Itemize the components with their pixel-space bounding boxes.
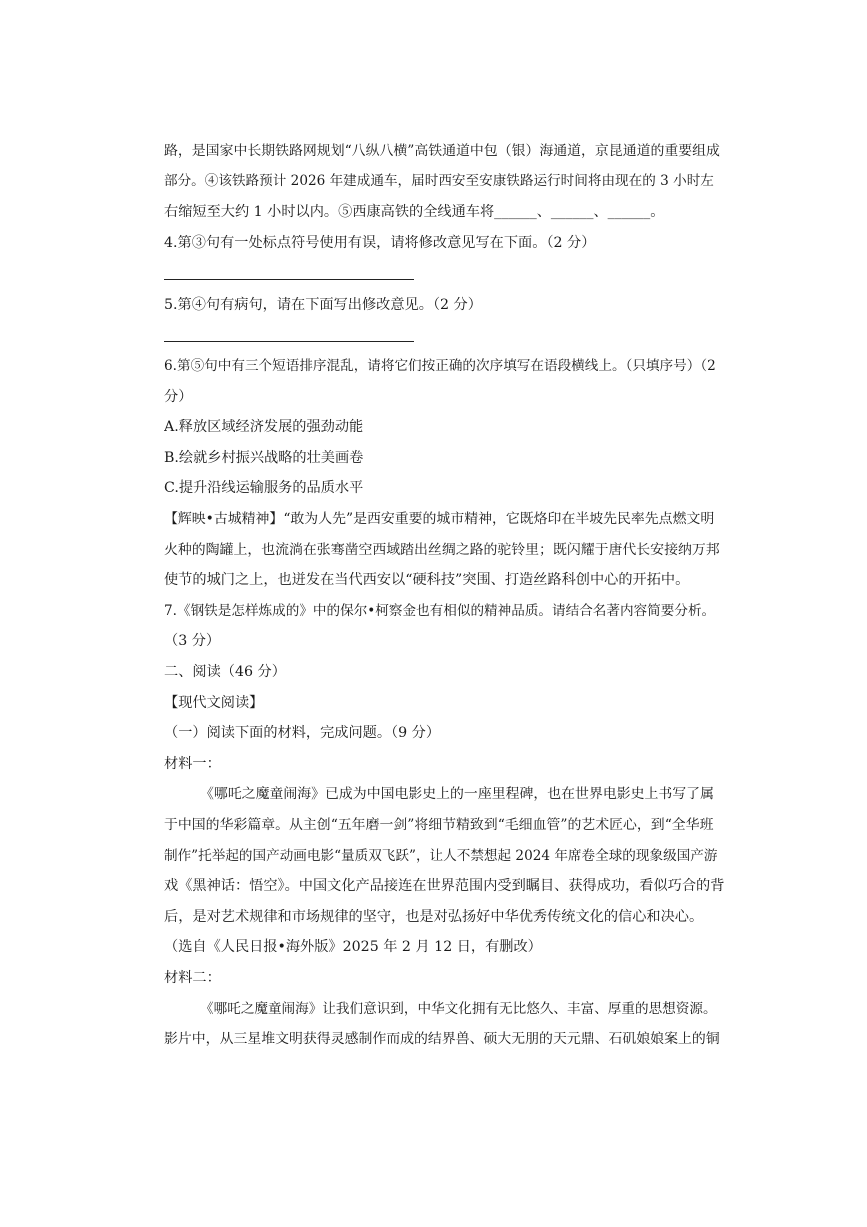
section-heading: 二、阅读（46 分） — [164, 664, 286, 680]
source-citation: （选自《人民日报•海外版》2025 年 2 月 12 日，有删改） — [164, 939, 542, 955]
material-paragraph-line: 戏《黑神话：悟空》。中国文化产品接连在世界范围内受到瞩目、获得成功，看似巧合的背 — [164, 878, 724, 894]
material-paragraph-line: 《哪吒之魔童闹海》已成为中国电影史上的一座里程碑，也在世界电影史上书写了属 — [200, 786, 714, 802]
passage-line: 火种的陶罐上，也流淌在张骞凿空西域踏出丝绸之路的驼铃里；既闪耀于唐代长安接纳万邦 — [164, 542, 720, 558]
question-7: 7.《钢铁是怎样炼成的》中的保尔•柯察金也有相似的精神品质。请结合名著内容简要分析。 — [164, 603, 716, 619]
reading-instruction: （一）阅读下面的材料，完成问题。（9 分） — [164, 725, 441, 741]
question-5: 5.第④句有病句，请在下面写出修改意见。（2 分） — [164, 297, 482, 313]
option-c: C.提升沿线运输服务的品质水平 — [164, 480, 364, 496]
passage-line: 路，是国家中长期铁路网规划“八纵八横”高铁通道中包（银）海通道，京昆通道的重要组成 — [164, 143, 720, 159]
passage-line: 部分。④该铁路预计 2026 年建成通车，届时西安至安康铁路运行时间将由现在的 3 小时左 — [164, 173, 714, 189]
answer-line-5[interactable] — [164, 341, 414, 342]
question-7-score: （3 分） — [164, 633, 221, 649]
passage-line: 【辉映•古城精神】“敢为人先”是西安重要的城市精神，它既烙印在半坡先民率先点燃文明 — [164, 511, 715, 527]
question-6: 6.第⑤句中有三个短语排序混乱，请将它们按正确的次序填写在语段横线上。（只填序号）（2 — [164, 358, 716, 374]
material-paragraph-line: 制作”托举起的国产动画电影“量质双飞跃”，让人不禁想起 2024 年席卷全球的现象级国产游 — [164, 848, 718, 864]
subsection-heading: 【现代文阅读】 — [164, 695, 264, 711]
material-label: 材料一： — [164, 756, 221, 772]
option-b: B.绘就乡村振兴战略的壮美画卷 — [164, 450, 364, 466]
option-a: A.释放区域经济发展的强劲动能 — [164, 419, 364, 435]
passage-line: 右缩短至大约 1 小时以内。⑤西康高铁的全线通车将______、______、______。 — [164, 204, 665, 220]
material-label: 材料二： — [164, 970, 221, 986]
material-paragraph-line: 后，是对艺术规律和市场规律的坚守，也是对弘扬好中华优秀传统文化的信心和决心。 — [164, 909, 704, 925]
passage-line: 使节的城门之上，也迸发在当代西安以“硬科技”突围、打造丝路科创中心的开拓中。 — [164, 572, 690, 588]
material-paragraph-line: 《哪吒之魔童闹海》让我们意识到，中华文化拥有无比悠久、丰富、厚重的思想资源。 — [200, 1001, 717, 1017]
question-6-continued: 分） — [164, 389, 193, 405]
material-paragraph-line: 影片中，从三星堆文明获得灵感制作而成的结界兽、硕大无朋的天元鼎、石矶娘娘案上的铜 — [164, 1031, 720, 1047]
answer-line-4[interactable] — [164, 279, 414, 280]
question-4: 4.第③句有一处标点符号使用有误，请将修改意见写在下面。（2 分） — [164, 235, 596, 251]
material-paragraph-line: 于中国的华彩篇章。从主创“五年磨一剑”将细节精致到“毛细血管”的艺术匠心，到“全华班 — [164, 817, 714, 833]
